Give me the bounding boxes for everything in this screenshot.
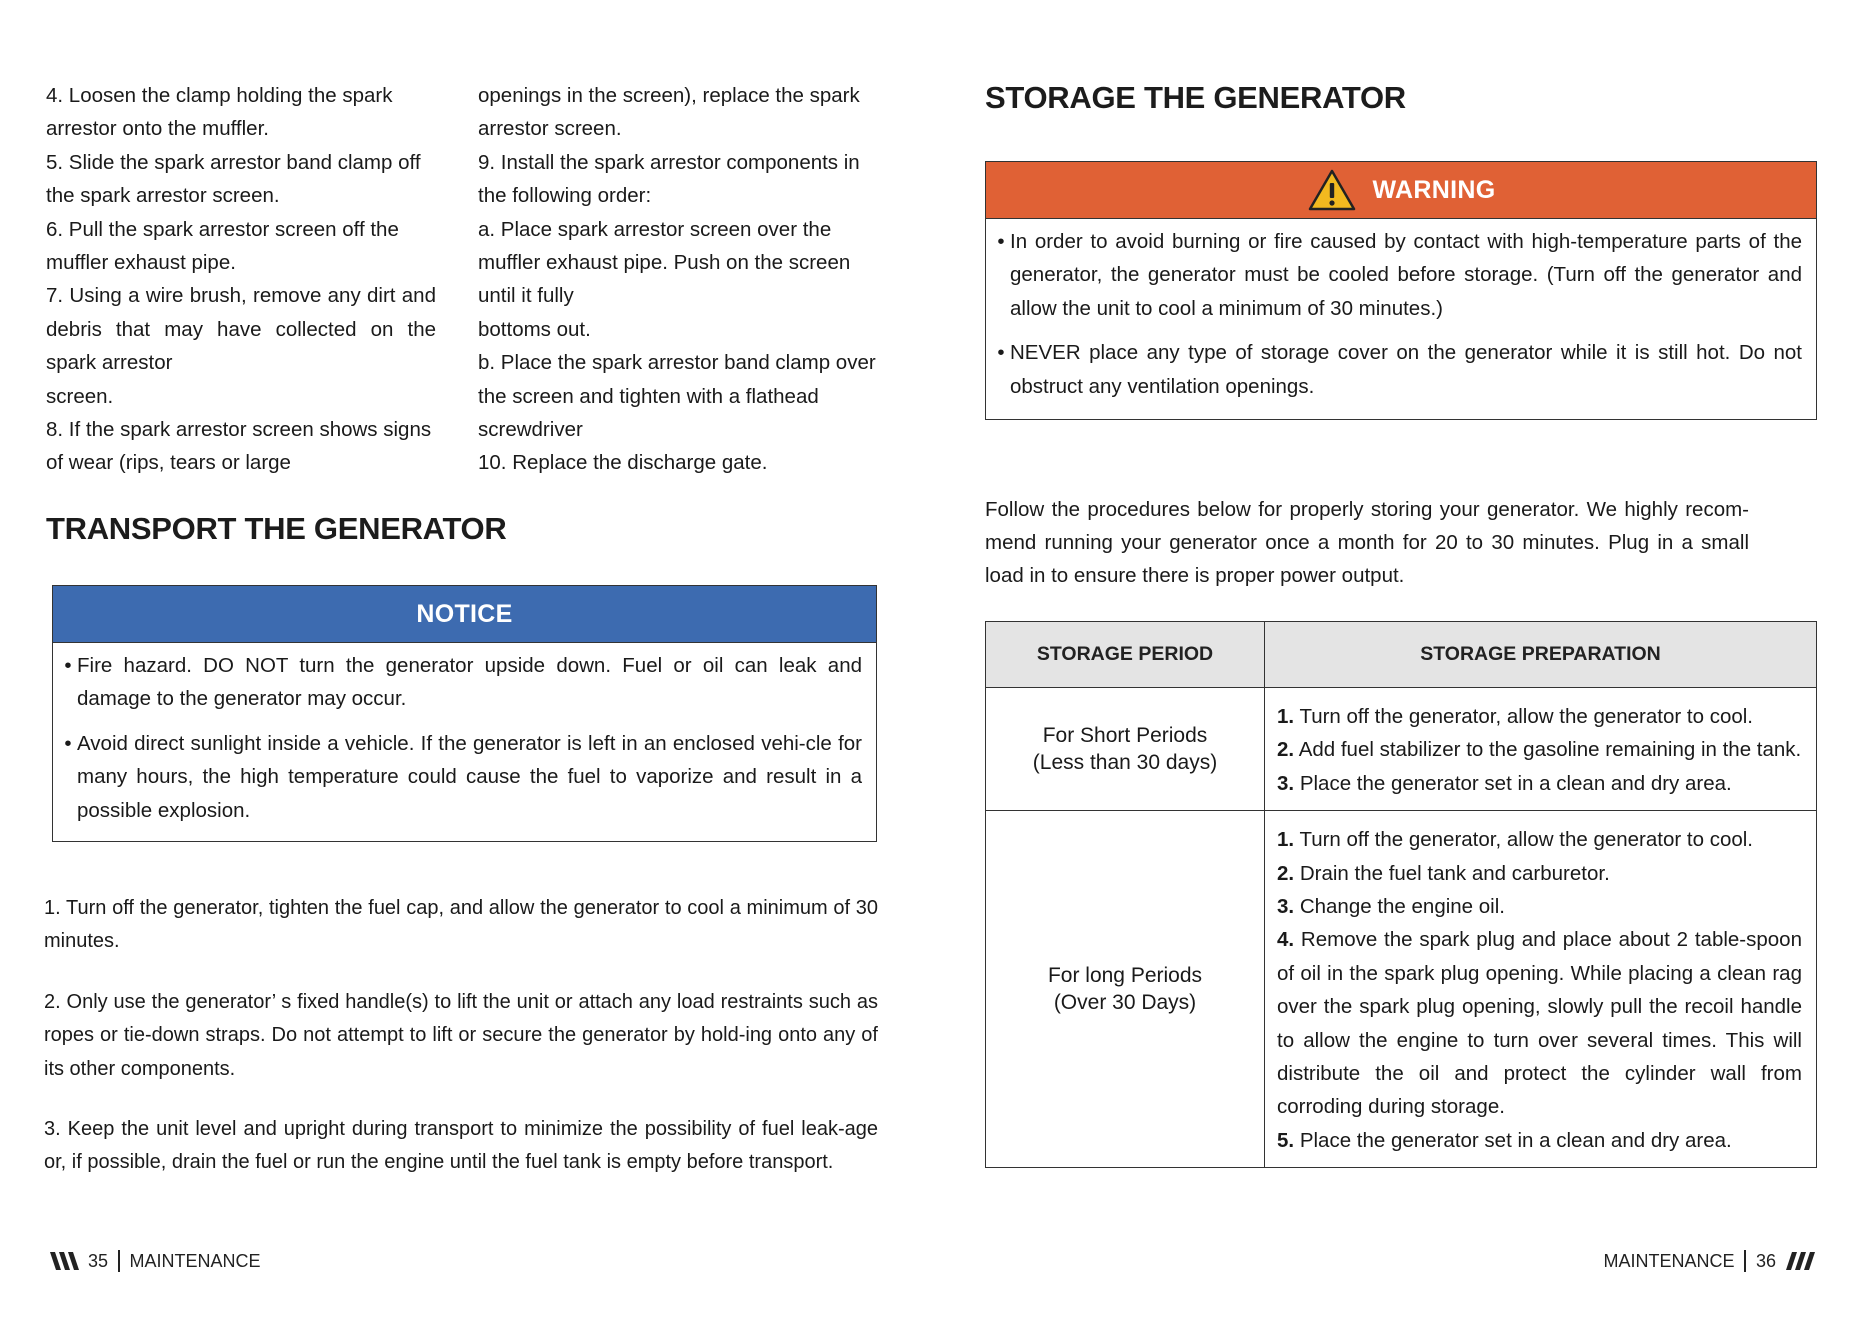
step-number: 3. — [1277, 771, 1295, 795]
step-text: 9. Install the spark arrestor components in the following order: — [478, 150, 860, 208]
step-text: 4. Loosen the clamp holding the spark arrestor onto the muffler. — [46, 84, 393, 141]
step-text: 10. Replace the discharge gate. — [478, 451, 768, 475]
storage-intro: Follow the procedures below for properly storing your generator. We highly recom-mend running your generator once a month for 20 to 30 minutes. Plug in a small load in to ensure there is proper power output. — [985, 497, 1749, 588]
transport-heading: TRANSPORT THE GENERATOR — [46, 511, 507, 546]
notice-title: NOTICE — [416, 599, 513, 628]
bullet-icon: • — [64, 654, 72, 677]
warning-bullet — [992, 336, 1802, 403]
step-number: 2. — [1277, 738, 1295, 762]
storage-preparation-cell — [1265, 688, 1817, 811]
footer-right — [1603, 1250, 1816, 1272]
footer-divider — [1744, 1250, 1746, 1272]
notice-header — [53, 586, 876, 643]
step-text: Remove the spark plug and place about 2 table-spoon of oil in the spark plug opening. While placing a clean rag over the spark plug opening, slowly pull the recoil handle to allow the engine to turn over several times. This will distribute the oil and protect the cylinder wall from corroding during storage. — [1277, 928, 1802, 1119]
step-number: 1. — [1277, 828, 1295, 852]
warning-box — [985, 161, 1817, 420]
step-text: b. Place the spark arrestor band clamp over the screen and tighten with a flathead screwdriver — [478, 351, 876, 442]
step-number: 1. — [1277, 705, 1295, 728]
period-detail: (Less than 30 days) — [1032, 751, 1218, 775]
notice-bullet-text: Avoid direct sunlight inside a vehicle. If the generator is left in an enclosed vehi-cle for many hours, the high temperature could cause the fuel to vaporize and result in a possible explosion. — [77, 731, 862, 822]
bullet-icon: • — [997, 341, 1005, 365]
bullet-icon: • — [64, 731, 72, 755]
prep-step — [1277, 923, 1802, 1123]
notice-bullet-text: Fire hazard. DO NOT turn the generator upside down. Fuel or oil can leak and damage to the generator may occur. — [77, 654, 862, 711]
bullet-icon: • — [997, 230, 1005, 253]
prep-step — [1277, 733, 1802, 766]
prep-step — [1277, 700, 1802, 733]
warning-triangle-icon — [1307, 168, 1357, 212]
footer-section: MAINTENANCE — [1603, 1250, 1735, 1271]
column-header: STORAGE PREPARATION — [1265, 622, 1817, 688]
step-number: 5. — [1277, 1128, 1295, 1152]
transport-step: 3. Keep the unit level and upright during transport to minimize the possibility of fuel leak-age or, if possible, drain the fuel or run the engine until the fuel tank is empty before transport. — [44, 1118, 878, 1174]
footer-divider — [118, 1250, 120, 1272]
column-header: STORAGE PERIOD — [986, 622, 1265, 688]
warning-title: WARNING — [1372, 175, 1496, 204]
storage-preparation-cell — [1265, 811, 1817, 1168]
period-label: For Short Periods — [1042, 724, 1208, 748]
notice-bullet — [59, 649, 862, 716]
step-text: openings in the screen), replace the spark arrestor screen. — [478, 84, 860, 141]
step-text: Drain the fuel tank and carburetor. — [1299, 861, 1610, 885]
stripes-logo-icon — [50, 1252, 80, 1270]
step-text: Turn off the generator, allow the generator to cool. — [1299, 705, 1753, 728]
stripes-logo-icon — [1786, 1252, 1816, 1270]
spark-arrestor-column-1 — [46, 79, 436, 480]
prep-step — [1277, 767, 1802, 800]
step-text: 5. Slide the spark arrestor band clamp off the spark arrestor screen. — [46, 150, 421, 208]
footer-left — [50, 1250, 261, 1272]
step-number: 4. — [1277, 928, 1295, 952]
warning-bullet — [992, 225, 1802, 325]
prep-step — [1277, 823, 1802, 856]
page-right — [933, 0, 1866, 1324]
footer-section: MAINTENANCE — [129, 1250, 261, 1271]
warning-bullet-text: NEVER place any type of storage cover on the generator while it is still hot. Do not obstruct any ventilation openings. — [1010, 341, 1802, 398]
step-text: Turn off the generator, allow the generator to cool. — [1299, 828, 1753, 852]
storage-period-cell — [986, 811, 1265, 1168]
period-detail: (Over 30 Days) — [1053, 991, 1197, 1015]
step-number: 3. — [1277, 895, 1295, 919]
warning-bullet-text: In order to avoid burning or fire caused by contact with high-temperature parts of the generator, the generator must be cooled before storage. (Turn off the generator and allow the unit to cool a minimum of 30 minutes.) — [1010, 230, 1802, 320]
notice-body — [53, 643, 876, 835]
step-text: Place the generator set in a clean and dry area. — [1299, 1128, 1732, 1152]
storage-heading: STORAGE THE GENERATOR — [985, 80, 1406, 115]
page-number: 35 — [88, 1250, 109, 1271]
step-text: screen. — [46, 384, 114, 408]
warning-body — [986, 219, 1816, 411]
prep-step — [1277, 857, 1802, 890]
step-text: 6. Pull the spark arrestor screen off the muffler exhaust pipe. — [46, 217, 399, 275]
step-text: 8. If the spark arrestor screen shows signs of wear (rips, tears or large — [46, 418, 432, 475]
step-text: Change the engine oil. — [1299, 895, 1505, 919]
prep-step — [1277, 1124, 1802, 1157]
table-header-row — [986, 622, 1817, 688]
transport-step: 2. Only use the generator’ s fixed handle(s) to lift the unit or attach any load restraints such as ropes or tie-down straps. Do not attempt to lift or secure the generator by hold-ing onto any of its other components. — [44, 990, 878, 1080]
storage-period-cell — [986, 688, 1265, 811]
storage-table — [985, 621, 1817, 1168]
table-row — [986, 811, 1817, 1168]
notice-bullet — [59, 727, 862, 827]
step-text: bottoms out. — [478, 317, 591, 341]
transport-step: 1. Turn off the generator, tighten the fuel cap, and allow the generator to cool a minimum of 30 minutes. — [44, 897, 878, 953]
transport-steps — [44, 892, 878, 1207]
notice-box — [52, 585, 877, 842]
step-text: a. Place spark arrestor screen over the muffler exhaust pipe. Push on the screen until it fully — [478, 217, 851, 308]
warning-header — [986, 162, 1816, 219]
step-text: 7. Using a wire brush, remove any dirt and debris that may have collected on the spark arrestor — [46, 284, 436, 375]
step-text: Add fuel stabilizer to the gasoline remaining in the tank. — [1298, 738, 1802, 762]
table-row — [986, 688, 1817, 811]
step-text: Place the generator set in a clean and dry area. — [1299, 771, 1732, 795]
spark-arrestor-column-2 — [478, 79, 888, 480]
period-label: For long Periods — [1047, 964, 1203, 988]
prep-step — [1277, 890, 1802, 923]
page-number: 36 — [1755, 1250, 1776, 1271]
step-number: 2. — [1277, 861, 1295, 885]
